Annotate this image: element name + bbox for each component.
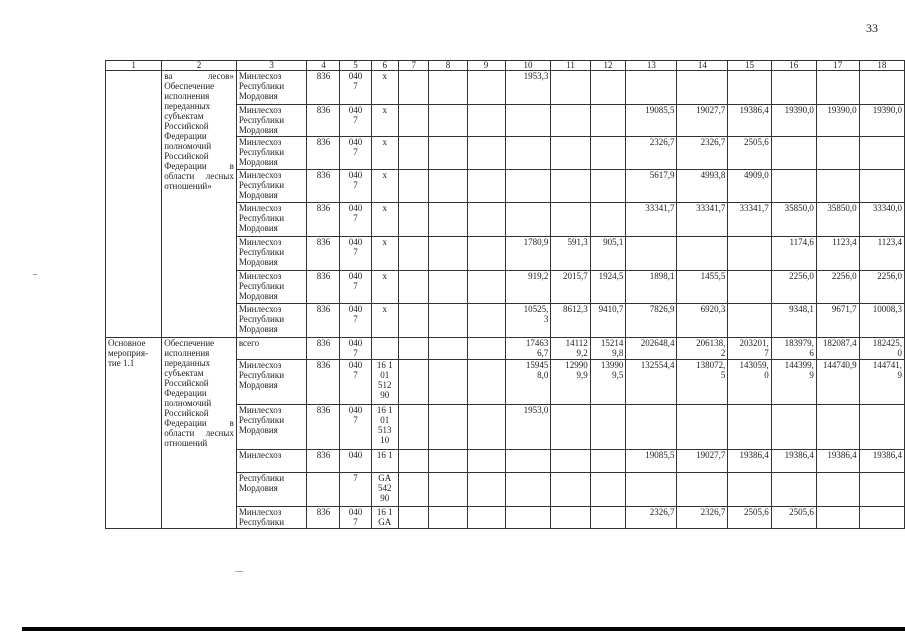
value-cell bbox=[626, 473, 677, 507]
value-cell bbox=[398, 105, 429, 137]
page-number: 33 bbox=[866, 21, 878, 35]
value-cell: 836 bbox=[307, 137, 340, 170]
value-cell: 10525, 3 bbox=[505, 304, 551, 338]
value-cell: 836 bbox=[307, 405, 340, 450]
value-cell: 1953,3 bbox=[505, 71, 551, 105]
value-cell: 16 1 01 512 90 bbox=[371, 360, 398, 405]
value-cell bbox=[429, 203, 467, 237]
value-cell: 144740,9 bbox=[816, 360, 859, 405]
value-cell bbox=[429, 105, 467, 137]
value-cell: 836 bbox=[307, 360, 340, 405]
column-number: 11 bbox=[551, 61, 590, 71]
value-cell: 16 1 bbox=[371, 450, 398, 473]
value-cell bbox=[590, 203, 626, 237]
value-cell bbox=[307, 473, 340, 507]
value-cell: х bbox=[371, 105, 398, 137]
value-cell: 1123,4 bbox=[859, 237, 904, 271]
value-cell: 2256,0 bbox=[816, 271, 859, 304]
value-cell: 040 7 bbox=[340, 237, 371, 271]
value-cell: 19390,0 bbox=[816, 105, 859, 137]
value-cell bbox=[505, 450, 551, 473]
executor-cell: Минлесхоз Республики Мордовия bbox=[236, 105, 307, 137]
column-number: 6 bbox=[371, 61, 398, 71]
value-cell bbox=[551, 71, 590, 105]
value-cell: 040 7 bbox=[340, 137, 371, 170]
value-cell: 19390,0 bbox=[859, 105, 904, 137]
value-cell bbox=[429, 304, 467, 338]
value-cell bbox=[467, 405, 505, 450]
value-cell: 1123,4 bbox=[816, 237, 859, 271]
value-cell: 19386,4 bbox=[771, 450, 816, 473]
value-cell: 040 7 bbox=[340, 507, 371, 529]
value-cell: 203201, 7 bbox=[728, 338, 771, 360]
header-row bbox=[106, 61, 905, 71]
value-cell: х bbox=[371, 271, 398, 304]
value-cell bbox=[429, 405, 467, 450]
value-cell: 15945 8,0 bbox=[505, 360, 551, 405]
column-number: 16 bbox=[771, 61, 816, 71]
value-cell bbox=[626, 237, 677, 271]
value-cell: 040 7 bbox=[340, 338, 371, 360]
value-cell bbox=[429, 338, 467, 360]
value-cell bbox=[429, 473, 467, 507]
value-cell bbox=[398, 304, 429, 338]
value-cell bbox=[398, 71, 429, 105]
value-cell: 1455,5 bbox=[677, 271, 728, 304]
value-cell: 16 1 01 513 10 bbox=[371, 405, 398, 450]
value-cell bbox=[398, 473, 429, 507]
value-cell: 17463 6,7 bbox=[505, 338, 551, 360]
value-cell: 1898,1 bbox=[626, 271, 677, 304]
value-cell: 144741, 9 bbox=[859, 360, 904, 405]
value-cell: 2326,7 bbox=[677, 137, 728, 170]
budget-table bbox=[105, 60, 905, 529]
value-cell: 6920,3 bbox=[677, 304, 728, 338]
value-cell: 1780,9 bbox=[505, 237, 551, 271]
value-cell: 15214 9,8 bbox=[590, 338, 626, 360]
value-cell: 040 7 bbox=[340, 203, 371, 237]
value-cell bbox=[467, 271, 505, 304]
value-cell: 836 bbox=[307, 338, 340, 360]
value-cell: 183979, 6 bbox=[771, 338, 816, 360]
column-number: 13 bbox=[626, 61, 677, 71]
value-cell: 2326,7 bbox=[626, 507, 677, 529]
value-cell bbox=[398, 507, 429, 529]
value-cell bbox=[505, 137, 551, 170]
executor-cell: всего bbox=[236, 338, 307, 360]
executor-cell: Минлесхоз Республики Мордовия bbox=[236, 203, 307, 237]
value-cell: 14112 9,2 bbox=[551, 338, 590, 360]
value-cell: 040 7 bbox=[340, 271, 371, 304]
value-cell: 19085,5 bbox=[626, 450, 677, 473]
value-cell: 1924,5 bbox=[590, 271, 626, 304]
value-cell: 16 1 GA bbox=[371, 507, 398, 529]
value-cell bbox=[677, 71, 728, 105]
value-cell: х bbox=[371, 304, 398, 338]
value-cell: 040 7 bbox=[340, 170, 371, 203]
value-cell bbox=[551, 170, 590, 203]
value-cell bbox=[590, 105, 626, 137]
executor-cell: Минлесхоз Республики bbox=[236, 507, 307, 529]
value-cell bbox=[590, 137, 626, 170]
column-number: 4 bbox=[307, 61, 340, 71]
value-cell: 2326,7 bbox=[677, 507, 728, 529]
value-cell: 836 bbox=[307, 271, 340, 304]
value-cell: 132554,4 bbox=[626, 360, 677, 405]
value-cell: 19027,7 bbox=[677, 450, 728, 473]
value-cell: 836 bbox=[307, 450, 340, 473]
value-cell bbox=[551, 105, 590, 137]
value-cell bbox=[551, 450, 590, 473]
event-description-cell: Обеспечение исполнения переданных субъектам Российской Федерации полномочий Российской Федерации в области лесных отношений bbox=[162, 338, 237, 529]
value-cell bbox=[505, 203, 551, 237]
value-cell bbox=[429, 507, 467, 529]
value-cell: 040 7 bbox=[340, 304, 371, 338]
value-cell bbox=[816, 71, 859, 105]
value-cell bbox=[771, 137, 816, 170]
value-cell bbox=[429, 71, 467, 105]
column-number: 12 bbox=[590, 61, 626, 71]
value-cell: 13990 9,5 bbox=[590, 360, 626, 405]
value-cell bbox=[467, 137, 505, 170]
value-cell bbox=[728, 271, 771, 304]
value-cell: 2505,6 bbox=[771, 507, 816, 529]
value-cell bbox=[467, 507, 505, 529]
value-cell bbox=[859, 507, 904, 529]
value-cell bbox=[728, 473, 771, 507]
column-number: 1 bbox=[106, 61, 162, 71]
value-cell bbox=[467, 71, 505, 105]
value-cell: 19386,4 bbox=[859, 450, 904, 473]
executor-cell: Минлесхоз Республики Мордовия bbox=[236, 137, 307, 170]
value-cell bbox=[398, 360, 429, 405]
value-cell bbox=[398, 170, 429, 203]
scan-artifact bbox=[235, 571, 243, 572]
value-cell bbox=[467, 360, 505, 405]
value-cell: 040 bbox=[340, 450, 371, 473]
value-cell bbox=[551, 473, 590, 507]
executor-cell: Минлесхоз Республики Мордовия bbox=[236, 170, 307, 203]
value-cell bbox=[728, 304, 771, 338]
table-row bbox=[106, 71, 905, 105]
value-cell bbox=[626, 71, 677, 105]
value-cell: 836 bbox=[307, 304, 340, 338]
value-cell: 33341,7 bbox=[626, 203, 677, 237]
value-cell bbox=[677, 237, 728, 271]
value-cell: 35850,0 bbox=[816, 203, 859, 237]
column-number: 17 bbox=[816, 61, 859, 71]
value-cell bbox=[771, 405, 816, 450]
value-cell: х bbox=[371, 170, 398, 203]
value-cell: 836 bbox=[307, 71, 340, 105]
value-cell bbox=[551, 137, 590, 170]
column-number: 8 bbox=[429, 61, 467, 71]
value-cell bbox=[467, 473, 505, 507]
value-cell bbox=[771, 71, 816, 105]
value-cell: х bbox=[371, 237, 398, 271]
value-cell bbox=[429, 137, 467, 170]
value-cell bbox=[429, 237, 467, 271]
value-cell: 836 bbox=[307, 237, 340, 271]
value-cell bbox=[398, 338, 429, 360]
value-cell: 919,2 bbox=[505, 271, 551, 304]
value-cell bbox=[467, 450, 505, 473]
value-cell bbox=[505, 105, 551, 137]
value-cell: 9348,1 bbox=[771, 304, 816, 338]
column-number: 7 bbox=[398, 61, 429, 71]
executor-cell: Минлесхоз Республики Мордовия bbox=[236, 71, 307, 105]
executor-cell: Минлесхоз Республики Мордовия bbox=[236, 360, 307, 405]
value-cell bbox=[859, 405, 904, 450]
table-row bbox=[106, 338, 905, 360]
margin-mark bbox=[33, 274, 37, 275]
value-cell bbox=[626, 405, 677, 450]
value-cell bbox=[816, 405, 859, 450]
column-number: 14 bbox=[677, 61, 728, 71]
value-cell bbox=[429, 450, 467, 473]
value-cell bbox=[816, 137, 859, 170]
value-cell: 2015,7 bbox=[551, 271, 590, 304]
value-cell: 1174,6 bbox=[771, 237, 816, 271]
event-code-cell bbox=[106, 71, 162, 338]
value-cell bbox=[398, 271, 429, 304]
value-cell: 9671,7 bbox=[816, 304, 859, 338]
value-cell: 33341,7 bbox=[677, 203, 728, 237]
value-cell bbox=[551, 203, 590, 237]
executor-cell: Минлесхоз bbox=[236, 450, 307, 473]
value-cell: 4993,8 bbox=[677, 170, 728, 203]
value-cell bbox=[816, 507, 859, 529]
value-cell: 2256,0 bbox=[859, 271, 904, 304]
value-cell: 182087,4 bbox=[816, 338, 859, 360]
value-cell bbox=[677, 405, 728, 450]
value-cell: 4909,0 bbox=[728, 170, 771, 203]
value-cell: GA 542 90 bbox=[371, 473, 398, 507]
value-cell bbox=[590, 450, 626, 473]
column-number: 18 bbox=[859, 61, 904, 71]
value-cell: 2256,0 bbox=[771, 271, 816, 304]
value-cell bbox=[505, 507, 551, 529]
value-cell bbox=[505, 170, 551, 203]
value-cell: 138072, 5 bbox=[677, 360, 728, 405]
value-cell: 040 7 bbox=[340, 105, 371, 137]
value-cell: 19386,4 bbox=[816, 450, 859, 473]
value-cell bbox=[728, 71, 771, 105]
value-cell bbox=[398, 237, 429, 271]
value-cell bbox=[590, 507, 626, 529]
event-code-cell: Основное мероприя- тие 1.1 bbox=[106, 338, 162, 529]
value-cell bbox=[467, 338, 505, 360]
value-cell: х bbox=[371, 137, 398, 170]
value-cell: 5617,9 bbox=[626, 170, 677, 203]
value-cell: 040 7 bbox=[340, 71, 371, 105]
value-cell: 202648,4 bbox=[626, 338, 677, 360]
value-cell: 10008,3 bbox=[859, 304, 904, 338]
value-cell bbox=[771, 473, 816, 507]
value-cell: 19027,7 bbox=[677, 105, 728, 137]
value-cell: 836 bbox=[307, 105, 340, 137]
value-cell bbox=[816, 473, 859, 507]
value-cell: 35850,0 bbox=[771, 203, 816, 237]
value-cell bbox=[771, 170, 816, 203]
value-cell bbox=[467, 170, 505, 203]
value-cell: 905,1 bbox=[590, 237, 626, 271]
value-cell bbox=[371, 338, 398, 360]
value-cell bbox=[467, 237, 505, 271]
value-cell: 206138, 2 bbox=[677, 338, 728, 360]
event-description-cell: ва лесов» Обеспечение исполнения переданных субъектам Российской Федерации полномочий Российской Федерации в области лесных отношений» bbox=[162, 71, 237, 338]
executor-cell: Минлесхоз Республики Мордовия bbox=[236, 271, 307, 304]
value-cell bbox=[398, 405, 429, 450]
column-number: 15 bbox=[728, 61, 771, 71]
value-cell: 836 bbox=[307, 170, 340, 203]
scan-bottom-edge bbox=[22, 627, 905, 631]
value-cell bbox=[590, 405, 626, 450]
value-cell: 2505,6 bbox=[728, 137, 771, 170]
value-cell bbox=[429, 271, 467, 304]
value-cell bbox=[590, 473, 626, 507]
executor-cell: Минлесхоз Республики Мордовия bbox=[236, 304, 307, 338]
value-cell bbox=[467, 203, 505, 237]
value-cell bbox=[467, 304, 505, 338]
value-cell bbox=[429, 170, 467, 203]
value-cell: 19085,5 bbox=[626, 105, 677, 137]
value-cell: 12990 9,9 bbox=[551, 360, 590, 405]
value-cell bbox=[728, 237, 771, 271]
value-cell bbox=[859, 71, 904, 105]
value-cell: 33340,0 bbox=[859, 203, 904, 237]
value-cell: 836 bbox=[307, 507, 340, 529]
column-number: 5 bbox=[340, 61, 371, 71]
value-cell bbox=[859, 473, 904, 507]
value-cell: 33341,7 bbox=[728, 203, 771, 237]
value-cell bbox=[590, 71, 626, 105]
column-number: 10 bbox=[505, 61, 551, 71]
value-cell: 7826,9 bbox=[626, 304, 677, 338]
value-cell bbox=[551, 405, 590, 450]
value-cell: 8612,3 bbox=[551, 304, 590, 338]
value-cell: 144399, 9 bbox=[771, 360, 816, 405]
column-number: 9 bbox=[467, 61, 505, 71]
value-cell: 836 bbox=[307, 203, 340, 237]
value-cell: 143059, 0 bbox=[728, 360, 771, 405]
value-cell bbox=[505, 473, 551, 507]
value-cell: 591,3 bbox=[551, 237, 590, 271]
value-cell bbox=[728, 405, 771, 450]
executor-cell: Республики Мордовия bbox=[236, 473, 307, 507]
value-cell: 040 7 bbox=[340, 360, 371, 405]
value-cell: х bbox=[371, 203, 398, 237]
value-cell: 19390,0 bbox=[771, 105, 816, 137]
value-cell bbox=[398, 203, 429, 237]
executor-cell: Минлесхоз Республики Мордовия bbox=[236, 237, 307, 271]
value-cell bbox=[398, 137, 429, 170]
value-cell bbox=[398, 450, 429, 473]
value-cell: 19386,4 bbox=[728, 105, 771, 137]
value-cell: 1953,0 bbox=[505, 405, 551, 450]
column-number: 3 bbox=[236, 61, 307, 71]
value-cell bbox=[677, 473, 728, 507]
column-number: 2 bbox=[162, 61, 237, 71]
value-cell: 2326,7 bbox=[626, 137, 677, 170]
value-cell: 19386,4 bbox=[728, 450, 771, 473]
value-cell bbox=[551, 507, 590, 529]
value-cell bbox=[429, 360, 467, 405]
value-cell bbox=[467, 105, 505, 137]
value-cell: 040 7 bbox=[340, 405, 371, 450]
value-cell bbox=[859, 137, 904, 170]
executor-cell: Минлесхоз Республики Мордовия bbox=[236, 405, 307, 450]
value-cell bbox=[816, 170, 859, 203]
value-cell: 182425, 0 bbox=[859, 338, 904, 360]
value-cell bbox=[590, 170, 626, 203]
value-cell: 7 bbox=[340, 473, 371, 507]
value-cell: 2505,6 bbox=[728, 507, 771, 529]
value-cell: 9410,7 bbox=[590, 304, 626, 338]
value-cell bbox=[859, 170, 904, 203]
value-cell: х bbox=[371, 71, 398, 105]
